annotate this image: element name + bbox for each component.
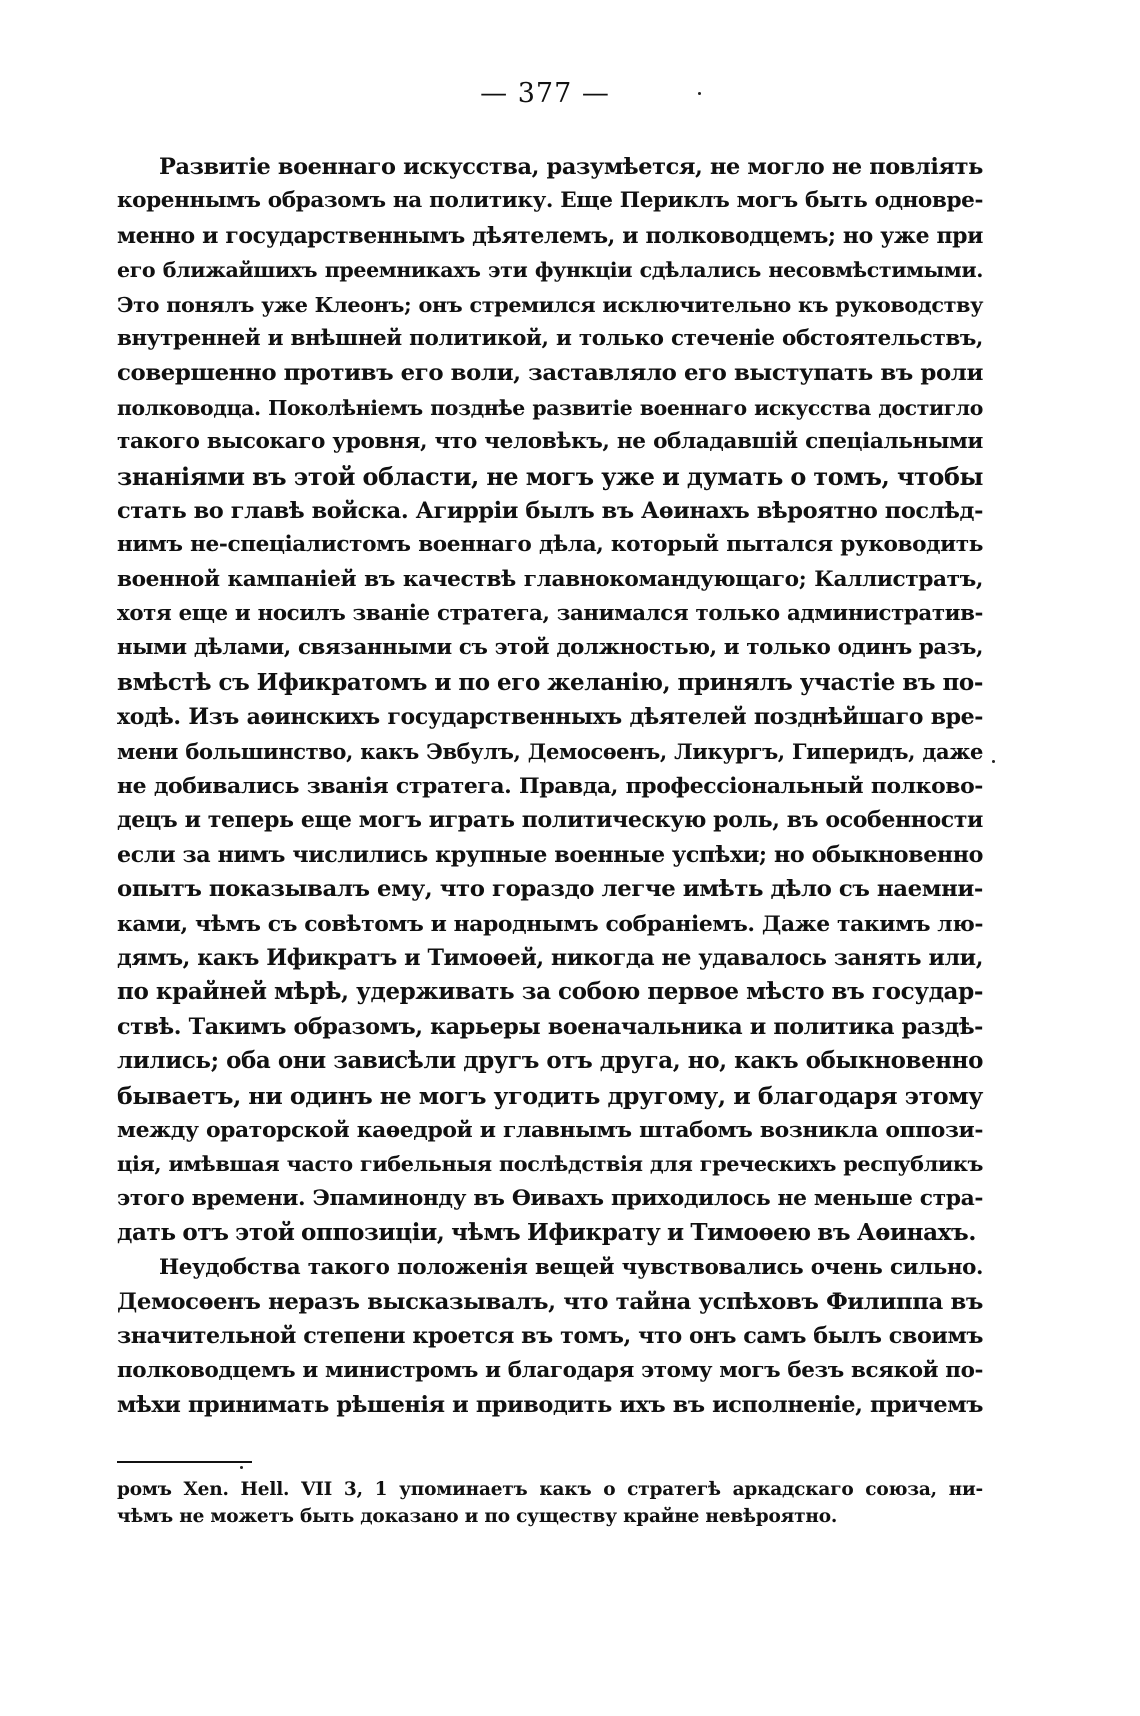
text-line: кореннымъ образомъ на политику. Еще Периклъ могъ быть одновре- [117, 188, 983, 214]
page-number: — 377 — [480, 78, 610, 109]
text-line: этого времени. Эпаминонду въ Ѳивахъ приходилось не меньше стра- [117, 1185, 983, 1211]
text-line: ходѣ. Изъ аѳинскихъ государственныхъ дѣятелей позднѣйшаго вре- [117, 704, 983, 731]
text-line: значительной степени кроется въ томъ, что онъ самъ былъ своимъ [117, 1323, 983, 1350]
text-line: хотя еще и носилъ званіе стратега, занимался только административ- [117, 601, 983, 627]
paragraph-1 [117, 150, 983, 1251]
text-line: лились; оба они зависѣли другъ отъ друга, но, какъ обыкновенно [117, 1047, 983, 1075]
text-line: между ораторской каѳедрой и главнымъ штабомъ возникла оппози- [117, 1116, 983, 1143]
print-speck [698, 92, 701, 95]
print-speck [992, 760, 995, 763]
text-line: опытъ показывалъ ему, что гораздо легче имѣть дѣло съ наемни- [117, 876, 983, 903]
text-line: ками, чѣмъ съ совѣтомъ и народнымъ собраніемъ. Даже такимъ лю- [117, 910, 983, 937]
text-line: ными дѣлами, связанными съ этой должностью, и только одинъ разъ, [117, 635, 983, 661]
footnote-line: ромъ Xen. Hell. VII 3, 1 упоминаетъ какъ о стратегѣ аркадскаго союза, ни- [117, 1479, 983, 1500]
text-line: менно и государственнымъ дѣятелемъ, и полководцемъ; но уже при [117, 222, 983, 249]
text-line: Это понялъ уже Клеонъ; онъ стремился исключительно къ руководству [117, 291, 983, 317]
text-line: ція, имѣвшая часто гибельныя послѣдствія для греческихъ республикъ [117, 1151, 983, 1177]
footnote-line: чѣмъ не можетъ быть доказано и по существу крайне невѣроятно. [117, 1506, 838, 1527]
text-line: ствѣ. Такимъ образомъ, карьеры военачальника и политика раздѣ- [117, 1013, 983, 1040]
text-line: военной кампаніей въ качествѣ главнокомандующаго; Каллистратъ, [117, 566, 983, 592]
text-line: мѣхи принимать рѣшенія и приводить ихъ въ исполненіе, причемъ [117, 1392, 983, 1419]
footnote-separator [117, 1461, 252, 1463]
footnote [117, 1476, 983, 1530]
text-line: бываетъ, ни одинъ не могъ угодить другому, и благодаря этому [117, 1081, 983, 1110]
text-line: дямъ, какъ Ификратъ и Тимоѳей, никогда не удавалось занять или, [117, 944, 983, 971]
text-line: если за нимъ числились крупные военные успѣхи; но обыкновенно [117, 841, 983, 868]
body-text [117, 150, 983, 1422]
text-line: внутренней и внѣшней политикой, и только стеченіе обстоятельствъ, [117, 325, 983, 351]
text-line: по крайней мѣрѣ, удерживать за собою первое мѣсто въ государ- [117, 978, 983, 1006]
text-line: совершенно противъ его воли, заставляло его выступать въ роли [117, 360, 983, 387]
text-line: нимъ не-спеціалистомъ военнаго дѣла, который пытался руководить [117, 532, 983, 558]
text-line: не добивались званія стратега. Правда, профессіональный полково- [117, 773, 983, 800]
paragraph-2 [117, 1251, 983, 1423]
text-line: Демосѳенъ неразъ высказывалъ, что тайна успѣховъ Филиппа въ [117, 1288, 983, 1315]
text-line: дать отъ этой оппозиціи, чѣмъ Ификрату и Тимоѳею въ Аѳинахъ. [117, 1219, 976, 1247]
text-line: мени большинство, какъ Эвбулъ, Демосѳенъ, Ликургъ, Гиперидъ, даже [117, 738, 983, 764]
print-speck [240, 1466, 243, 1469]
text-line: децъ и теперь еще могъ играть политическую роль, въ особенности [117, 807, 983, 834]
text-line: Развитіе военнаго искусства, разумѣется, не могло не повліять [159, 154, 983, 180]
text-line: такого высокаго уровня, что человѣкъ, не обладавшій спеціальными [117, 429, 983, 455]
text-line: полководца. Поколѣніемъ позднѣе развитіе военнаго искусства достигло [117, 395, 983, 420]
text-line: знаніями въ этой области, не могъ уже и думать о томъ, чтобы [117, 462, 983, 491]
text-line: стать во главѣ войска. Агирріи былъ въ Аѳинахъ вѣроятно послѣд- [117, 497, 983, 524]
text-line: вмѣстѣ съ Ификратомъ и по его желанію, принялъ участіе въ по- [117, 668, 983, 696]
text-line: его ближайшихъ преемникахъ эти функціи сдѣлались несовмѣстимыми. [117, 258, 983, 283]
text-line: Неудобства такого положенія вещей чувствовались очень сильно. [159, 1254, 983, 1280]
text-line: полководцемъ и министромъ и благодаря этому могъ безъ всякой по- [117, 1357, 983, 1383]
